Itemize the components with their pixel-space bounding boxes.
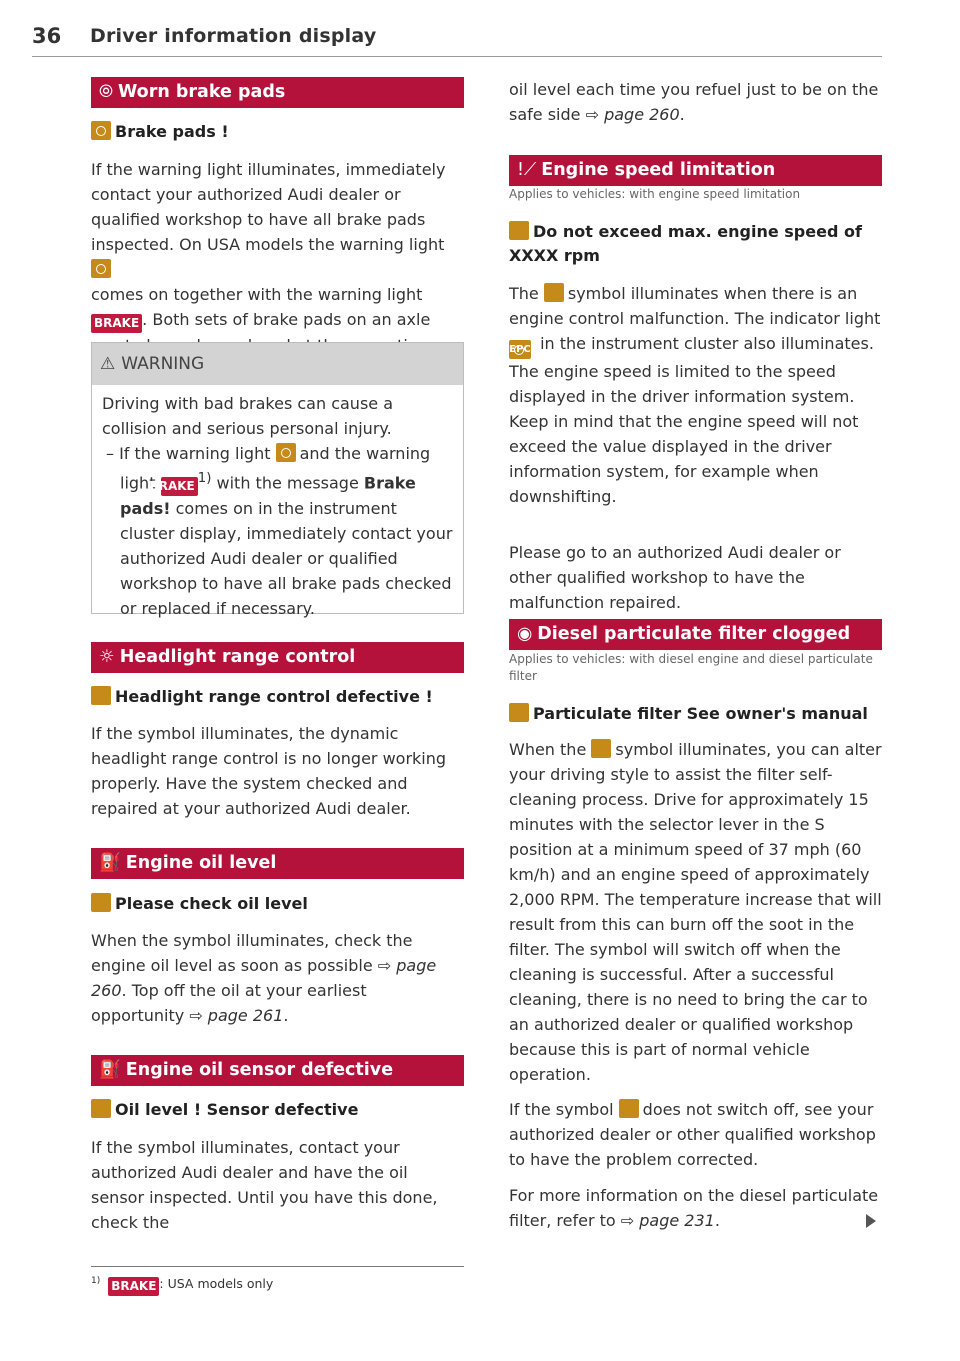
footnote-divider	[91, 1266, 464, 1267]
brake-warning-icon: BRAKE	[91, 314, 142, 333]
oil-sensor-icon: ⛽	[99, 1060, 121, 1080]
section-heading-oil-sensor: ⛽ Engine oil sensor defective	[91, 1055, 464, 1086]
page-reference: ⇨ page 261	[189, 1006, 284, 1025]
brake-warning-icon: BRAKE	[161, 477, 198, 496]
page-reference: ⇨ page 231	[620, 1211, 715, 1230]
paragraph-oil-sensor: If the symbol illuminates, contact your authorized Audi dealer and have the oil sensor inspected. Until you have this done, check the	[91, 1138, 438, 1232]
section-heading-worn-brake-pads: ⦾ Worn brake pads	[91, 77, 464, 108]
particulate-filter-icon: ◉	[517, 624, 533, 644]
page-title: Driver information display	[90, 25, 377, 47]
warning-text: Driving with bad brakes can cause a collision and serious personal injury. – If the warning light and the warning light BRAKE$^{1)}$ with the message Brake pads! comes on in the instrument cluster display, immediately contact your authorized Audi dealer or qualified workshop to have all brake pads checked or replaced if necessary.	[102, 394, 453, 619]
brake-warning-icon: BRAKE	[108, 1277, 159, 1296]
subheading-headlight-defective: Headlight range control defective !	[91, 686, 433, 706]
particulate-filter-warning-icon	[591, 739, 611, 758]
page-reference: ⇨ page 260	[585, 105, 680, 124]
oil-can-icon: ⛽	[99, 853, 121, 873]
paragraph-brake-pads: If the warning light illuminates, immediately contact your authorized Audi dealer or qualified workshop to have all brake pads inspected. On USA models the warning light comes on together with the warning light BRAKE . Both sets of brake pads on an axle	[91, 157, 464, 358]
warning-header: ⚠ WARNING	[92, 343, 463, 385]
paragraph-diesel-filter-2: If the symbol does not switch off, see your authorized dealer or other qualified workshop to have the problem corrected.	[509, 1100, 876, 1169]
section-heading-engine-oil-level: ⛽ Engine oil level	[91, 848, 464, 879]
paragraph-oil-level: When the symbol illuminates, check the engine oil level as soon as possible ⇨ page 260. Top off the oil at your earliest opportunity ⇨ page 261.	[91, 931, 437, 1025]
warning-box	[91, 342, 464, 619]
applies-engine-speed: Applies to vehicles: with engine speed limitation	[509, 187, 801, 201]
paragraph-diesel-filter-3: For more information on the diesel particulate filter, refer to ⇨ page 231.	[509, 1186, 879, 1230]
paragraph-headlight: If the symbol illuminates, the dynamic headlight range control is no longer working properly. Have the system checked and repaired at your authorized Audi dealer.	[91, 724, 447, 818]
subheading-max-speed: Do not exceed max. engine speed of	[509, 221, 862, 241]
subheading-check-oil: Please check oil level	[91, 893, 308, 913]
section-heading-diesel-filter: ◉ Diesel particulate filter clogged	[509, 619, 882, 650]
headlight-range-icon: ☼	[99, 647, 115, 667]
page-reference: ⇨ page 260	[91, 956, 437, 1000]
subheading-sensor-defective: Oil level ! Sensor defective	[91, 1099, 358, 1119]
brake-pad-warning-icon	[276, 443, 296, 462]
footnote: $^{1)}$ BRAKE : USA models only	[91, 1276, 273, 1296]
engine-speed-icon: !⟋	[517, 160, 537, 180]
page-number: 36	[32, 24, 62, 48]
engine-speed-warning-icon	[544, 283, 564, 302]
particulate-filter-warning-icon	[509, 703, 529, 722]
brake-pad-warning-icon	[91, 121, 111, 140]
paragraph-diesel-filter: When the symbol illuminates, you can alter your driving style to assist the filter self-cleaning process. Drive for approximately 15 minutes with the selector lever in the S position at a minimum speed of 37 mph (60 km/h) and an engine speed of approximately 2,000 RPM. The temperature increase that will result from this can burn off the soot in the filter. The symbol will switch off when the cleaning is successful. After a successful cleaning, there is no need to bring the car to an authorized dealer or qualified workshop because this is part of normal vehicle operation.	[509, 740, 882, 1084]
subheading-rpm: XXXX rpm	[509, 246, 600, 265]
engine-speed-warning-icon	[509, 221, 529, 240]
continue-arrow-icon	[866, 1214, 876, 1228]
subheading-particulate-filter: Particulate filter See owner's manual	[509, 703, 868, 723]
section-heading-engine-speed: !⟋ Engine speed limitation	[509, 155, 882, 186]
oil-level-warning-icon	[91, 893, 111, 912]
brake-pad-warning-icon	[91, 259, 111, 278]
paragraph-engine-speed: The symbol illuminates when there is an engine control malfunction. The indicator light EPC in the instrument cluster also illuminates. The engine speed is limited to the speed displayed in the driver information system. Keep in mind that the engine speed will not exceed the value displayed in the driver information system, for example when downshifting.	[509, 284, 881, 506]
subheading-brake-pads: Brake pads !	[91, 121, 229, 141]
section-heading-headlight-range: ☼ Headlight range control	[91, 642, 464, 673]
particulate-filter-warning-icon	[619, 1099, 639, 1118]
oil-sensor-warning-icon	[91, 1099, 111, 1118]
paragraph-continued: oil level each time you refuel just to be on the safe side ⇨ page 260.	[509, 80, 879, 124]
headlight-range-warning-icon	[91, 686, 111, 705]
paragraph-engine-speed-2: Please go to an authorized Audi dealer or other qualified workshop to have the malfunction repaired.	[509, 543, 841, 612]
brake-pad-icon: ⦾	[99, 82, 113, 102]
applies-diesel-filter: Applies to vehicles: with diesel engine and diesel particulate filter	[509, 652, 873, 683]
warning-triangle-icon: ⚠	[100, 354, 116, 374]
epc-icon: EPC	[509, 340, 531, 359]
page-header	[32, 22, 882, 57]
